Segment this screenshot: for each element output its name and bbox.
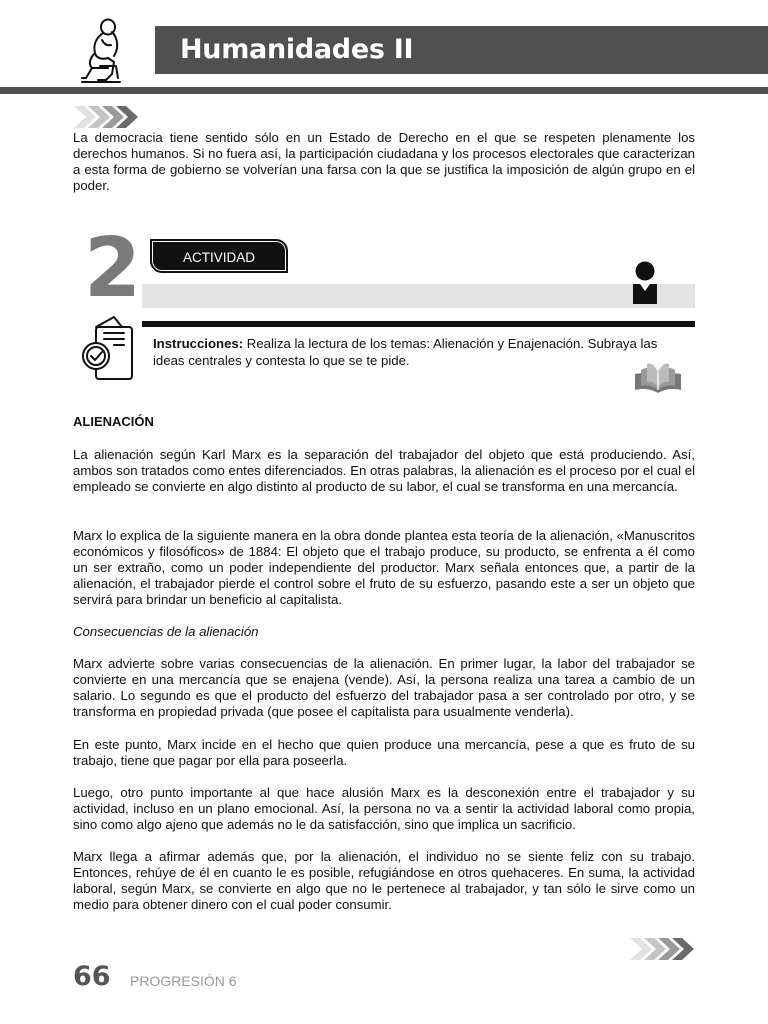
progression-label: PROGRESIÓN 6 — [130, 973, 237, 989]
person-icon — [630, 261, 660, 305]
paragraph: Marx llega a afirmar además que, por la alienación, el individuo no se siente feliz con su trabajo. Entonces, rehúye de él en cuanto le es posible, refugiándose en otros quehaceres. En suma, la actividad laboral, según Marx, se convierte en algo que no le pertenece al trabajador, y tan sólo le sirve como un medio para obtener dinero con el cual poder consumir. — [73, 849, 695, 912]
header-divider — [0, 87, 768, 94]
intro-paragraph: La democracia tiene sentido sólo en un Estado de Derecho en el que se respeten plenamente los derechos humanos. Si no fuera así, la participación ciudadana y los procesos electorales que caracterizan a esta forma de gobierno se volverían una farsa con la que se justifica la imposición de algún grupo en el poder. — [73, 130, 695, 193]
page-number: 66 — [73, 961, 111, 992]
chevron-arrows-icon — [74, 104, 138, 130]
checklist-icon — [80, 315, 136, 383]
activity-number: 2 — [84, 221, 138, 316]
thinker-icon — [78, 18, 128, 84]
paragraph: Marx lo explica de la siguiente manera en la obra donde plantea esta teoría de la alienación, «Manuscritos económicos y filosóficos» de 1884: El objeto que el trabajo produce, su producto, se enfrenta a él como un ser extraño, como un poder independiente del productor. Marx señala entonces que, a partir de la alienación, el trabajador pierde el control sobre el fruto de su esfuerzo, pasando este a ser un objeto que servirá para brindar un beneficio al capitalista. — [73, 528, 695, 607]
activity-rule — [142, 321, 695, 327]
instructions-text: Realiza la lectura de los temas: Alienación y Enajenación. Subraya las ideas centrales y contesta lo que se te pide. — [153, 336, 658, 368]
instructions — [153, 335, 683, 369]
paragraph: La alienación según Karl Marx es la separación del trabajador del objeto que está produciendo. Así, ambos son tratados como entes diferenciados. En otras palabras, la alienación es el proceso por el cual el empleado se convierte en algo distinto al producto de su labor, el cual se transforma en una mercancía. — [73, 447, 695, 494]
page-title: Humanidades II — [180, 34, 414, 65]
open-book-icon — [633, 360, 683, 394]
paragraph: En este punto, Marx incide en el hecho que quien produce una mercancía, pese a que es fruto de su trabajo, tiene que pagar por ella para poseerla. — [73, 737, 695, 768]
activity-label: ACTIVIDAD — [150, 239, 288, 273]
section-heading: ALIENACIÓN — [73, 414, 154, 429]
chevron-arrows-icon — [630, 936, 694, 962]
paragraph: Luego, otro punto importante al que hace alusión Marx es la desconexión entre el trabajador y su actividad, incluso en un plano emocional. Así, la persona no va a sentir la actividad laboral como propia, sino como algo ajeno que además no le da satisfacción, sino que implica un sacrificio. — [73, 785, 695, 832]
paragraph: Marx advierte sobre varias consecuencias de la alienación. En primer lugar, la labor del trabajador se convierte en una mercancía que se enajena (vende). Así, la persona realiza una tarea a cambio de un salario. Lo segundo es que el producto del esfuerzo del trabajador pasa a ser controlado por otro, y se transforma en propiedad privada (que posee el capitalista para usualmente venderla). — [73, 656, 695, 719]
instructions-label: Instrucciones: — [153, 336, 244, 351]
activity-band — [142, 284, 695, 308]
section-subheading: Consecuencias de la alienación — [73, 624, 259, 639]
